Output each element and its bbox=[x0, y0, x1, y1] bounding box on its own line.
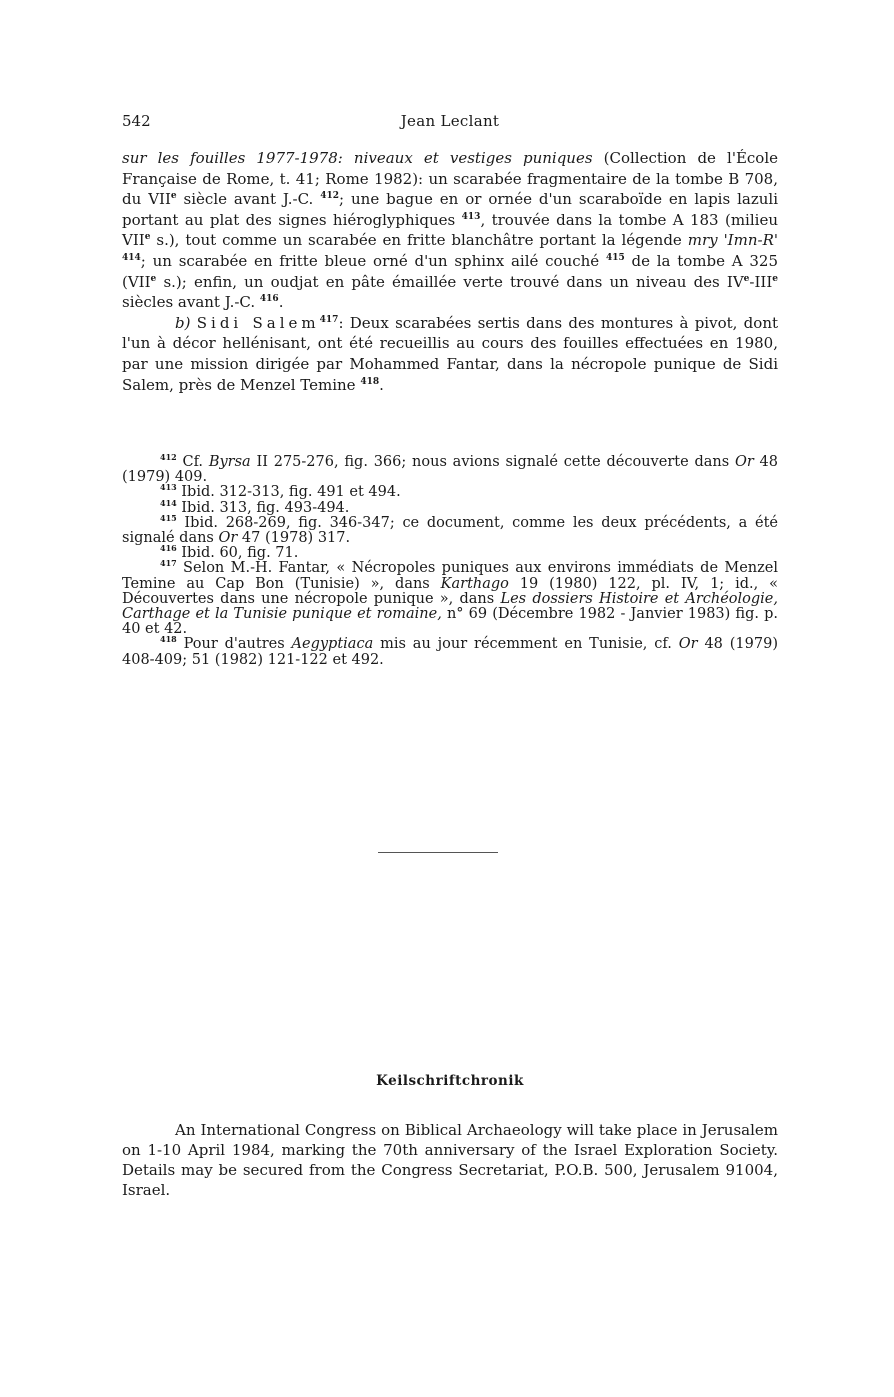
section-divider bbox=[378, 852, 498, 853]
footnotes bbox=[122, 452, 779, 668]
page-header bbox=[122, 112, 778, 134]
footnote-ref: 418 bbox=[360, 376, 380, 387]
main-text bbox=[122, 148, 778, 395]
footnote-416: $^{416}$ Ibid. 60, fig. 71. bbox=[160, 543, 299, 562]
footnote-ref: 412 bbox=[320, 191, 340, 202]
footnote-418: $^{418}$ Pour d'autres Aegyptiaca mis au jour récemment en Tunisie, cf. Or 48 (1979) 408-409; 51 (1982) 121-122 et 492. bbox=[122, 634, 778, 668]
footnote-ref: 417 bbox=[319, 314, 339, 325]
footnote-417: $^{417}$ Selon M.-H. Fantar, « Nécropoles puniques aux environs immédiats de Menzel Temine au Cap Bon (Tunisie) », dans Karthago 19 (1980) 122, pl. IV, 1; id., « Découvertes dans une nécropole punique », dans Les dossiers Histoire et Archéologie, Carthage et la Tunisie punique et romaine, n° 69 (Décembre 1982 - Janvier 1983) fig. p. 40 et 42. bbox=[122, 558, 779, 638]
footnote-412: $^{412}$ Cf. Byrsa II 275-276, fig. 366; nous avions signalé cette découverte dans Or 48 (1979) 409. bbox=[122, 452, 778, 486]
paragraph-carthage: sur les fouilles 1977-1978: niveaux et vestiges puniques (Collection de l'École Française de Rome, t. 41; Rome 1982): un scarabée fragmentaire de la tombe B 708, du VIIe siècle avant J.-C. $^{412}$; une bague en or ornée d'un scaraboïde en lapis lazuli portant au plat des signes hiéroglyphiques $^{413}$, trouvée dans la tombe A 183 (milieu VIIe s.), tout comme un scarabée en fritte blanchâtre portant la légende mry 'Imn-R' $^{414}$; un scarabée en fritte bleue orné d'un sphinx ailé couché $^{415}$ de la tombe A 325 (VIIe s.); enfin, un oudjat en pâte émaillée verte trouvé dans un niveau des IVe-IIIe siècles avant J.-C. $^{416}$. bbox=[122, 149, 779, 312]
section-title: Keilschriftchronik bbox=[376, 1073, 524, 1089]
footnote-ref: 413 bbox=[461, 211, 481, 222]
footnote-ref: 414 bbox=[122, 252, 141, 263]
running-head: Jean Leclant bbox=[400, 112, 500, 130]
footnote-ref: 415 bbox=[605, 252, 625, 263]
page-number: 542 bbox=[122, 112, 151, 130]
footnote-414: $^{414}$ Ibid. 313, fig. 493-494. bbox=[160, 497, 350, 516]
footnote-ref: 416 bbox=[259, 294, 279, 305]
announcement-text: An International Congress on Biblical Archaeology will take place in Jerusalem on 1-10 April 1984, marking the 70th anniversary of the Israel Exploration Society. Details may be secured from the Congress Secretariat, P.O.B. 500, Jerusalem 91004, Israel. bbox=[122, 1121, 778, 1199]
paragraph-sidi-salem: b) Sidi Salem$^{417}$: Deux scarabées sertis dans des montures à pivot, dont l'un à décor hellénisant, ont été recueillis au cours des fouilles effectuées en 1980, par une mission dirigée par Mohammed Fantar, dans la nécropole punique de Sidi Salem, près de Menzel Temine $^{418}$. bbox=[122, 313, 779, 394]
footnote-415: $^{415}$ Ibid. 268-269, fig. 346-347; ce document, comme les deux précédents, a été signalé dans Or 47 (1978) 317. bbox=[122, 512, 778, 547]
footnote-413: $^{413}$ Ibid. 312-313, fig. 491 et 494. bbox=[160, 482, 401, 501]
congress-announcement bbox=[122, 1120, 778, 1200]
